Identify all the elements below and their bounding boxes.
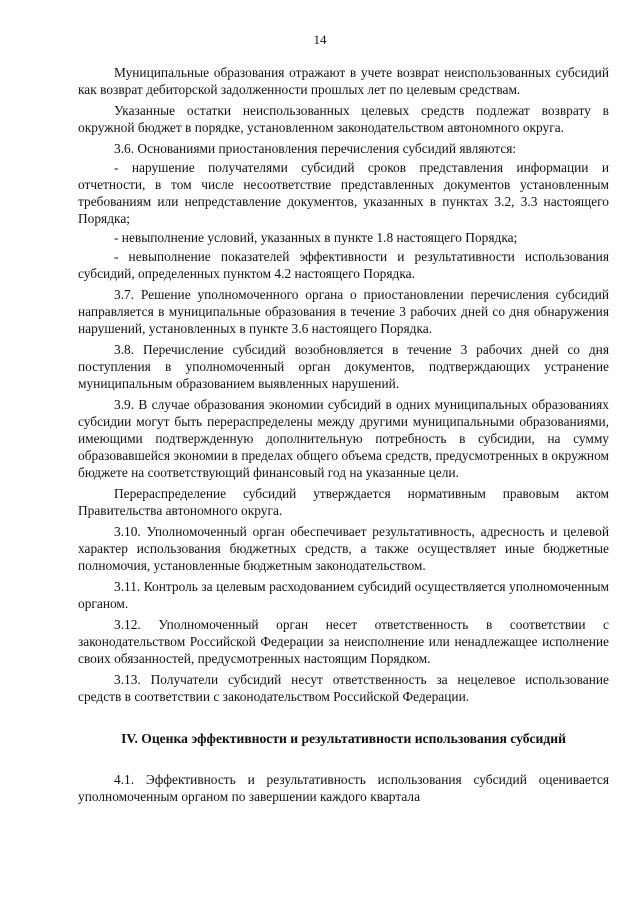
paragraph-3-9: 3.9. В случае образования экономии субсидий в одних муниципальных образованиях субсидии могут быть перераспределены между другими муниципальными образованиями, имеющими подтвержденную дополнительную потребность в субсидии, на сумму образовавшейся экономии в пределах общего объема средств, предусмотренных в окружном бюджете на соответствующий финансовый год на указанные цели.	[78, 397, 609, 480]
list-item-reporting-violation: - нарушение получателями субсидий сроков представления информации и отчетности, в том числе несоответствие представленных документов установленным требованиям или непредставление документов, указанных в пунктах 3.2, 3.3 настоящего Порядка;	[78, 160, 609, 226]
document-body	[78, 64, 609, 809]
paragraph-return-accounting: Муниципальные образования отражают в учете возврат неиспользованных субсидий как возврат дебиторской задолженности прошлых лет по целевым средствам.	[78, 65, 609, 97]
paragraph-3-7: 3.7. Решение уполномоченного органа о приостановлении перечисления субсидий направляется в муниципальные образования в течение 3 рабочих дней со дня обнаружения нарушений, установленных в пункте 3.6 настоящего Порядка.	[78, 287, 609, 336]
paragraph-3-8: 3.8. Перечисление субсидий возобновляется в течение 3 рабочих дней со дня поступления в уполномоченный орган документов, подтверждающих устранение муниципальным образованием выявленных нарушений.	[78, 342, 609, 391]
paragraph-3-11: 3.11. Контроль за целевым расходованием субсидий осуществляется уполномоченным органом.	[78, 579, 609, 611]
paragraph-4-1: 4.1. Эффективность и результативность использования субсидий оценивается уполномоченным органом по завершении каждого квартала	[78, 772, 609, 804]
paragraph-remaining-funds: Указанные остатки неиспользованных целевых средств подлежат возврату в окружной бюджет в порядке, установленном законодательством автономного округа.	[78, 103, 609, 135]
list-item-conditions-unmet: - невыполнение условий, указанных в пункте 1.8 настоящего Порядка;	[114, 230, 518, 245]
paragraph-3-13: 3.13. Получатели субсидий несут ответственность за нецелевое использование средств в соответствии с законодательством Российской Федерации.	[78, 672, 609, 704]
page-number: 14	[313, 32, 327, 47]
paragraph-3-6: 3.6. Основаниями приостановления перечисления субсидий являются:	[114, 141, 517, 156]
paragraph-3-10: 3.10. Уполномоченный орган обеспечивает результативность, адресность и целевой характер использования бюджетных средств, а также осуществляет иные бюджетные полномочия, установленные бюджетным законодательством.	[78, 524, 609, 573]
paragraph-redistribution: Перераспределение субсидий утверждается нормативным правовым актом Правительства автономного округа.	[78, 486, 609, 518]
section-heading: IV. Оценка эффективности и результативности использования субсидий	[121, 731, 566, 746]
list-item-indicators-unmet: - невыполнение показателей эффективности и результативности использования субсидий, определенных пунктом 4.2 настоящего Порядка.	[78, 249, 609, 281]
paragraph-3-12: 3.12. Уполномоченный орган несет ответственность в соответствии с законодательством Российской Федерации за неисполнение или ненадлежащее исполнение своих обязанностей, предусмотренных настоящим Порядком.	[78, 617, 609, 666]
